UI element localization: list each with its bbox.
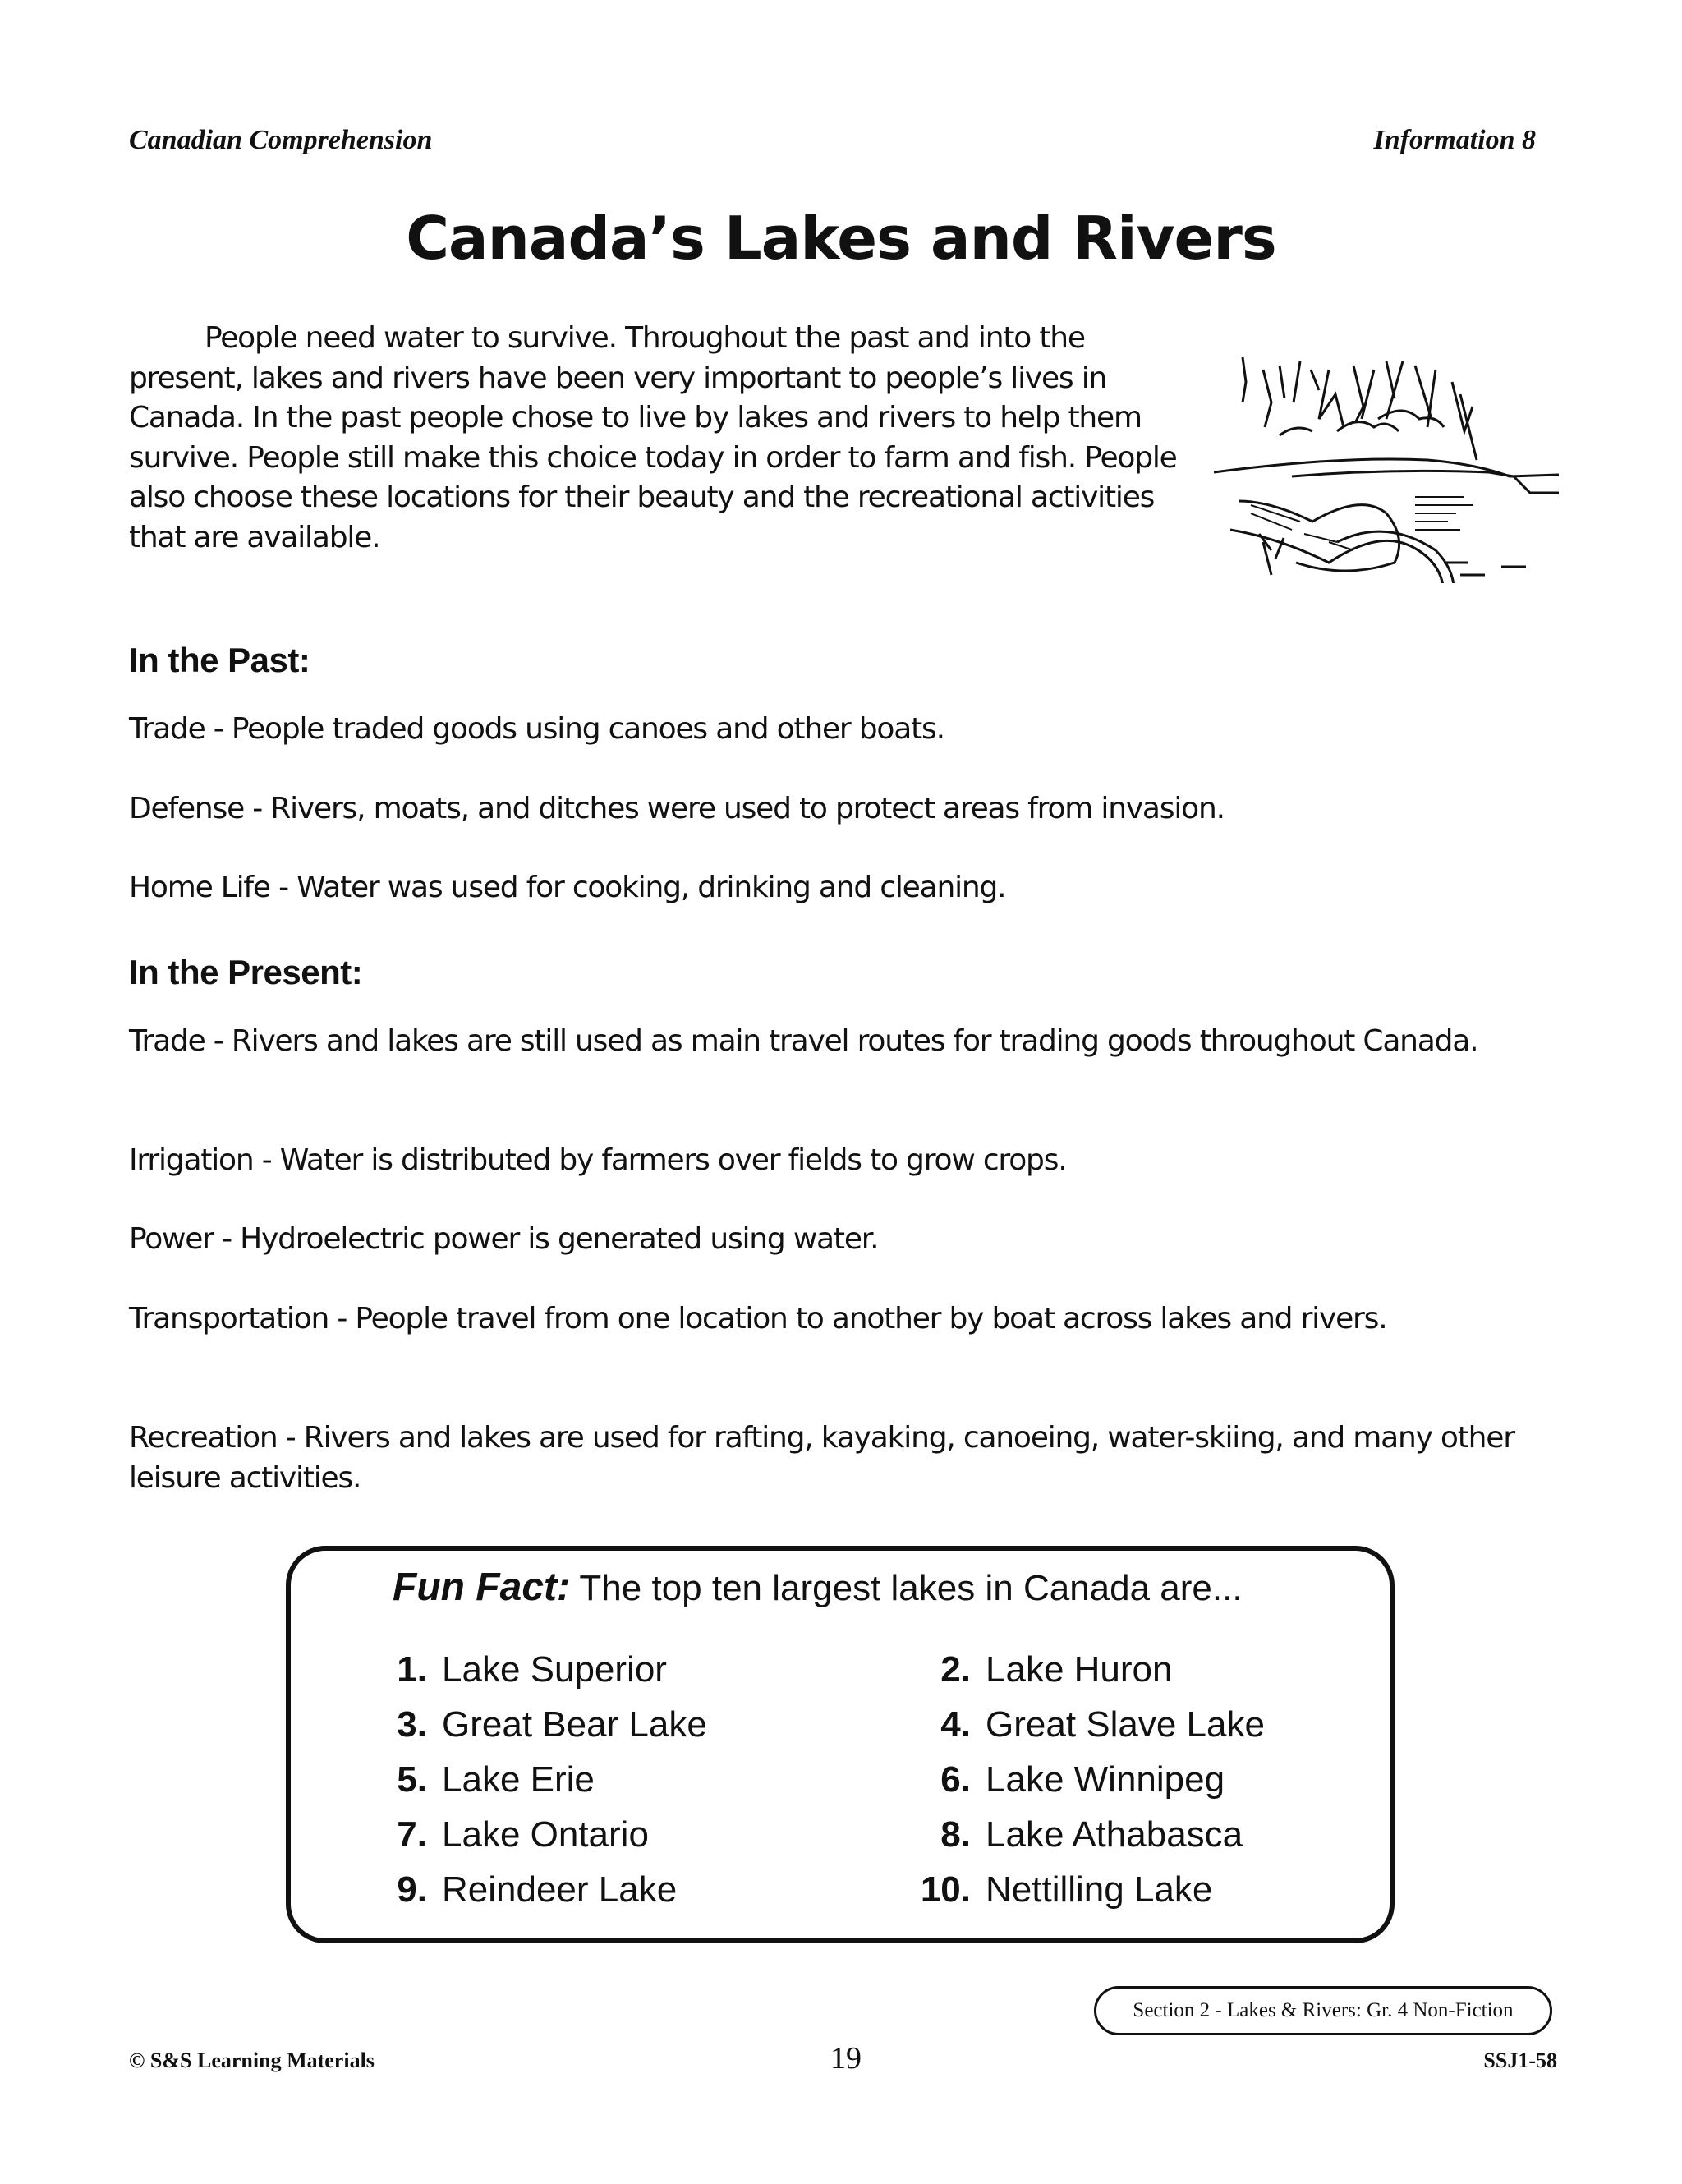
present-item-power: Power - Hydroelectric power is generated using water. (129, 1222, 879, 1256)
section-heading-past: In the Past: (129, 641, 310, 679)
lake-list-item: 7. Lake Ontario (397, 1814, 649, 1855)
present-item-trade: Trade - Rivers and lakes are still used as main travel routes for trading goods throughout Canada. (129, 1024, 1478, 1058)
lake-list-item: 9. Reindeer Lake (397, 1869, 678, 1910)
header-series-title: Canadian Comprehension (129, 125, 433, 155)
lake-list-item: 4. Great Slave Lake (940, 1704, 1265, 1745)
past-item-home-life: Home Life - Water was used for cooking, drinking and cleaning. (129, 871, 1006, 904)
lake-list-item: 6. Lake Winnipeg (940, 1759, 1225, 1800)
lake-list-item: 8. Lake Athabasca (940, 1814, 1243, 1855)
copyright: © S&S Learning Materials (129, 2048, 375, 2072)
section-tag: Section 2 - Lakes & Rivers: Gr. 4 Non-Fiction (1094, 1986, 1552, 2035)
lake-list-item: 2. Lake Huron (940, 1649, 1173, 1690)
fun-fact-heading (393, 1565, 1243, 1610)
product-code: SSJ1-58 (1483, 2048, 1557, 2072)
present-item-recreation: Recreation - Rivers and lakes are used for rafting, kayaking, canoeing, water-skiing, and many other leisure activities. (129, 1421, 1514, 1495)
present-item-irrigation: Irrigation - Water is distributed by farmers over fields to grow crops. (129, 1143, 1067, 1177)
section-heading-present: In the Present: (129, 953, 363, 991)
lake-list-item: 5. Lake Erie (397, 1759, 595, 1800)
present-item-transportation: Transportation - People travel from one location to another by boat across lakes and rivers. (129, 1302, 1387, 1336)
lake-shore-illustration-icon (1214, 337, 1559, 583)
page-number: 19 (830, 2041, 862, 2076)
lake-list-item: 3. Great Bear Lake (397, 1704, 707, 1745)
fun-fact-text: The top ten largest lakes in Canada are... (579, 1568, 1243, 1608)
lake-list-item: 1. Lake Superior (397, 1649, 667, 1690)
past-item-defense: Defense - Rivers, moats, and ditches were used to protect areas from invasion. (129, 792, 1225, 825)
past-item-trade: Trade - People traded goods using canoes and other boats. (129, 712, 944, 746)
lake-list-item: 10. Nettilling Lake (920, 1869, 1213, 1910)
page-title: Canada’s Lakes and Rivers (406, 204, 1276, 273)
fun-fact-label: Fun Fact: (393, 1566, 570, 1609)
header-section-label: Information 8 (1373, 125, 1536, 155)
intro-paragraph: People need water to survive. Throughout the past and into the present, lakes and rivers have been very important to people’s lives in Canada. In the past people chose to live by lakes and rivers to help them survive. People still make this choice today in order to farm and fish. People also choose these locations for their beauty and the recreational activities that are available. (129, 321, 1177, 554)
